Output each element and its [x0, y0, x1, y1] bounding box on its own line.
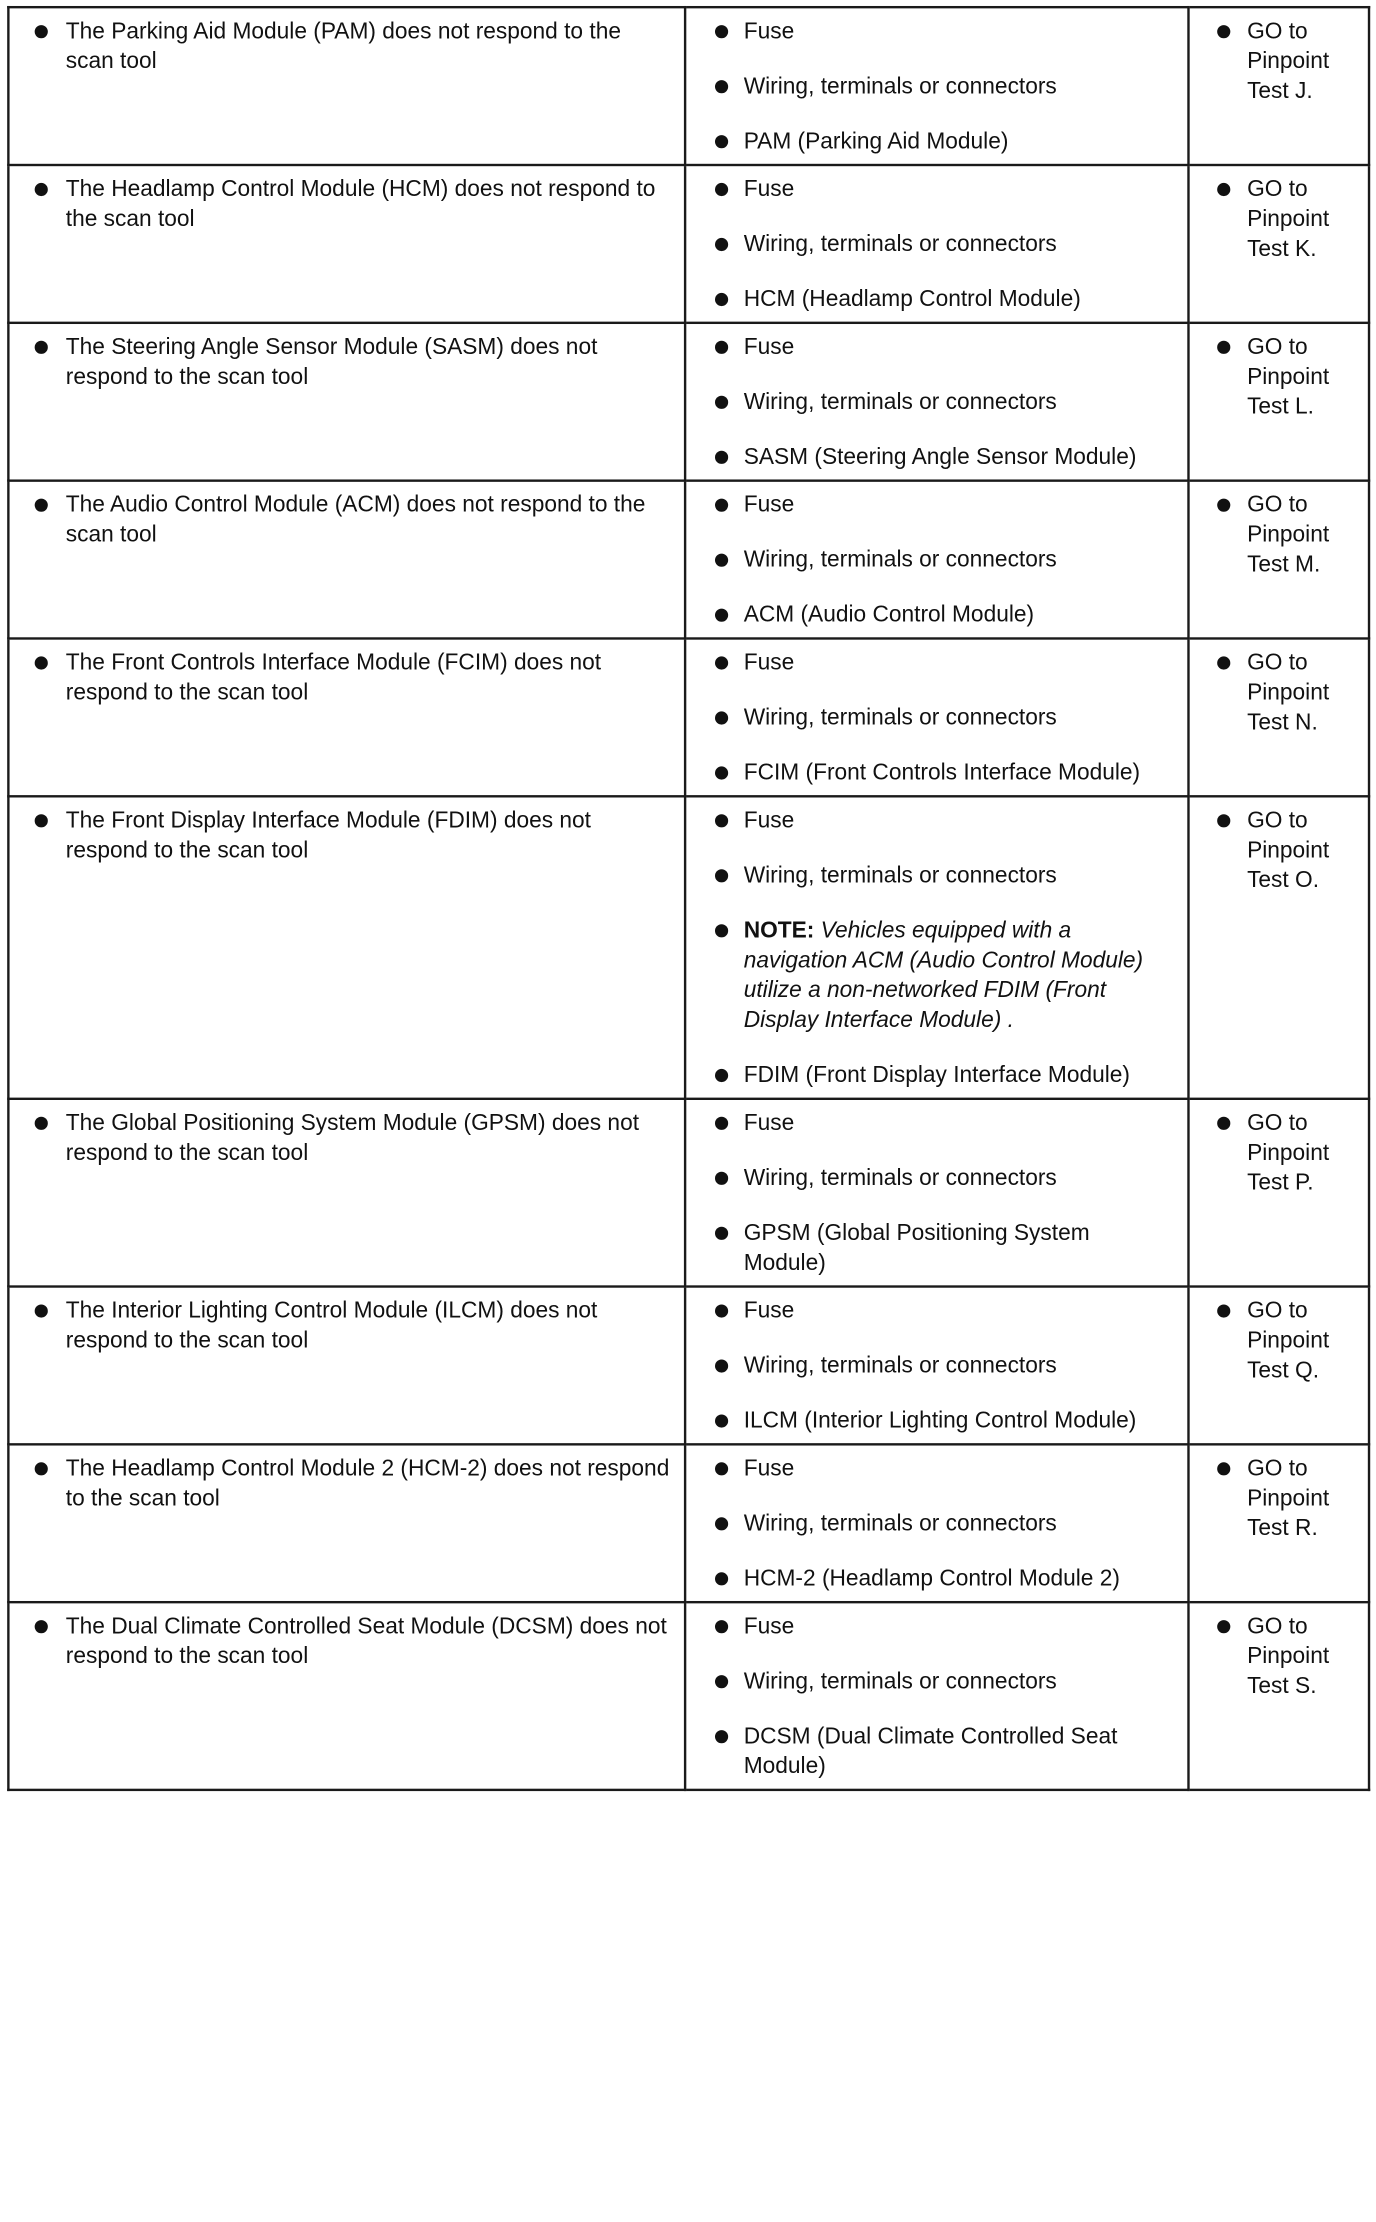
possible-sources-cell [685, 796, 1188, 1098]
table-row [8, 1602, 1369, 1790]
table-row [8, 1099, 1369, 1287]
condition-cell [8, 1099, 685, 1287]
condition-text: The Interior Lighting Control Module (ILCM) does not respond to the scan tool [19, 1296, 674, 1356]
action-cell [1188, 323, 1369, 481]
condition-cell [8, 1444, 685, 1602]
action-text: GO to Pinpoint Test M. [1199, 490, 1358, 580]
possible-source-item: ACM (Audio Control Module) [696, 600, 1178, 630]
possible-source-item: Wiring, terminals or connectors [696, 230, 1178, 260]
action-text: GO to Pinpoint Test O. [1199, 806, 1358, 896]
possible-source-item: Wiring, terminals or connectors [696, 861, 1178, 891]
possible-source-item: Fuse [696, 806, 1178, 836]
action-text: GO to Pinpoint Test J. [1199, 17, 1358, 107]
note-label: NOTE: [743, 918, 815, 944]
condition-cell [8, 1602, 685, 1790]
action-cell [1188, 796, 1369, 1098]
condition-text: The Front Display Interface Module (FDIM) does not respond to the scan tool [19, 806, 674, 866]
possible-source-item: SASM (Steering Angle Sensor Module) [696, 442, 1178, 472]
possible-source-item: Wiring, terminals or connectors [696, 1351, 1178, 1381]
possible-source-item: Wiring, terminals or connectors [696, 387, 1178, 417]
action-text: GO to Pinpoint Test R. [1199, 1454, 1358, 1544]
possible-source-item: HCM-2 (Headlamp Control Module 2) [696, 1564, 1178, 1594]
action-text: GO to Pinpoint Test S. [1199, 1612, 1358, 1702]
possible-source-item: Fuse [696, 1296, 1178, 1326]
note-item [696, 916, 1178, 1036]
table-row [8, 796, 1369, 1098]
table-row [8, 638, 1369, 796]
table-row [8, 7, 1369, 165]
condition-text: The Global Positioning System Module (GPSM) does not respond to the scan tool [19, 1108, 674, 1168]
action-cell [1188, 1444, 1369, 1602]
condition-text: The Audio Control Module (ACM) does not respond to the scan tool [19, 490, 674, 550]
condition-text: The Dual Climate Controlled Seat Module (DCSM) does not respond to the scan tool [19, 1612, 674, 1672]
possible-sources-cell [685, 7, 1188, 165]
table-row [8, 1444, 1369, 1602]
action-cell [1188, 1099, 1369, 1287]
possible-source-item: GPSM (Global Positioning System Module) [696, 1218, 1178, 1278]
possible-sources-cell [685, 323, 1188, 481]
note-text: Vehicles equipped with a navigation ACM (Audio Control Module) utilize a non-networked FDIM (Front Display Interface Module) . [743, 918, 1144, 1034]
possible-sources-cell [685, 1602, 1188, 1790]
possible-source-item: Fuse [696, 1454, 1178, 1484]
table-row [8, 481, 1369, 639]
condition-text: The Parking Aid Module (PAM) does not respond to the scan tool [19, 17, 674, 77]
condition-text: The Headlamp Control Module 2 (HCM-2) does not respond to the scan tool [19, 1454, 674, 1514]
possible-sources-cell [685, 1287, 1188, 1445]
action-cell [1188, 638, 1369, 796]
possible-source-item: PAM (Parking Aid Module) [696, 127, 1178, 157]
possible-source-item: Wiring, terminals or connectors [696, 1163, 1178, 1193]
possible-sources-cell [685, 165, 1188, 323]
possible-sources-cell [685, 1444, 1188, 1602]
possible-source-item: FDIM (Front Display Interface Module) [696, 1061, 1178, 1091]
action-cell [1188, 1602, 1369, 1790]
action-text: GO to Pinpoint Test L. [1199, 332, 1358, 422]
action-cell [1188, 165, 1369, 323]
possible-source-item: Fuse [696, 490, 1178, 520]
condition-cell [8, 638, 685, 796]
condition-cell [8, 165, 685, 323]
condition-text: The Front Controls Interface Module (FCIM) does not respond to the scan tool [19, 648, 674, 708]
possible-source-item: ILCM (Interior Lighting Control Module) [696, 1406, 1178, 1436]
condition-text: The Steering Angle Sensor Module (SASM) does not respond to the scan tool [19, 332, 674, 392]
condition-cell [8, 7, 685, 165]
possible-sources-cell [685, 481, 1188, 639]
possible-source-item: Fuse [696, 648, 1178, 678]
possible-source-item: Wiring, terminals or connectors [696, 545, 1178, 575]
action-text: GO to Pinpoint Test N. [1199, 648, 1358, 738]
possible-source-item: Fuse [696, 17, 1178, 47]
table-row [8, 323, 1369, 481]
action-text: GO to Pinpoint Test Q. [1199, 1296, 1358, 1386]
table-row [8, 165, 1369, 323]
possible-source-item: Fuse [696, 175, 1178, 205]
condition-text: The Headlamp Control Module (HCM) does not respond to the scan tool [19, 175, 674, 235]
table-row [8, 1287, 1369, 1445]
possible-source-item: Fuse [696, 332, 1178, 362]
possible-source-item: HCM (Headlamp Control Module) [696, 285, 1178, 315]
condition-cell [8, 481, 685, 639]
possible-source-item: DCSM (Dual Climate Controlled Seat Module) [696, 1722, 1178, 1782]
action-text: GO to Pinpoint Test K. [1199, 175, 1358, 265]
possible-sources-cell [685, 638, 1188, 796]
condition-cell [8, 1287, 685, 1445]
symptom-chart-table [7, 6, 1370, 1791]
action-cell [1188, 481, 1369, 639]
possible-source-item: Wiring, terminals or connectors [696, 72, 1178, 102]
condition-cell [8, 796, 685, 1098]
possible-source-item: Wiring, terminals or connectors [696, 703, 1178, 733]
possible-source-item: Wiring, terminals or connectors [696, 1509, 1178, 1539]
condition-cell [8, 323, 685, 481]
possible-source-item: FCIM (Front Controls Interface Module) [696, 758, 1178, 788]
action-text: GO to Pinpoint Test P. [1199, 1108, 1358, 1198]
possible-source-item: Fuse [696, 1108, 1178, 1138]
possible-source-item: Wiring, terminals or connectors [696, 1667, 1178, 1697]
possible-source-item: Fuse [696, 1612, 1178, 1642]
possible-sources-cell [685, 1099, 1188, 1287]
action-cell [1188, 1287, 1369, 1445]
action-cell [1188, 7, 1369, 165]
